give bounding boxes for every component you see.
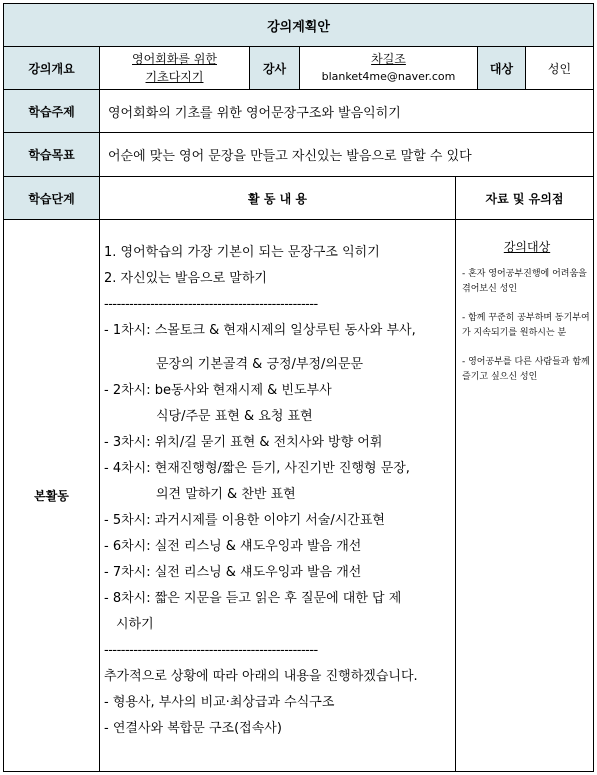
session-item-continued: 식당/주문 표현 & 요청 표현 xyxy=(156,409,313,424)
extra-item: - 연결사와 복합문 구조(접속사) xyxy=(104,721,282,736)
separator-line: --------------------------------------------------- xyxy=(104,643,318,658)
notes-item: - 영어공부를 다른 사람들과 함께 즐기고 싶으신 성인 xyxy=(462,357,590,382)
session-item: - 2차시: be동사와 현재시제 & 빈도부사 xyxy=(104,383,332,398)
course-title-line1: 영어회화를 위한 xyxy=(132,52,217,66)
session-item: - 5차시: 과거시제를 이용한 이야기 서술/시간표현 xyxy=(104,513,385,528)
topic-label: 학습주제 xyxy=(4,90,99,132)
target-value: 성인 xyxy=(547,61,572,76)
goal-value: 어순에 맞는 영어 문장을 만들고 자신있는 발음으로 말할 수 있다 xyxy=(108,149,472,164)
goal-item: 2. 자신있는 발음으로 말하기 xyxy=(104,271,267,286)
notes-item: - 함께 꾸준히 공부하며 동기부여가 지속되기를 원하시는 분 xyxy=(462,313,590,338)
instructor-name: 차길조 xyxy=(371,52,406,66)
notes-content xyxy=(462,240,592,385)
separator-line: --------------------------------------------------- xyxy=(104,297,318,312)
notes-item: - 혼자 영어공부진행에 어려움을 겪어보신 성인 xyxy=(462,269,587,294)
notes-header: 자료 및 유의점 xyxy=(485,191,564,206)
course-title-line2: 기초다지기 xyxy=(145,70,204,84)
activity-content xyxy=(104,240,456,742)
session-item-continued: 문장의 기본골격 & 긍정/부정/의문문 xyxy=(156,357,364,372)
session-item: - 4차시: 현재진행형/짧은 듣기, 사진기반 진행형 문장, xyxy=(104,461,410,476)
overview-label: 강의개요 xyxy=(4,47,99,89)
instructor-email: blanket4me@naver.com xyxy=(321,70,456,83)
stage-header: 학습단계 xyxy=(4,177,99,219)
session-item: - 8차시: 짧은 지문을 듣고 읽은 후 질문에 대한 답 제 xyxy=(104,591,402,606)
session-item-continued: 시하기 xyxy=(116,617,154,632)
notes-heading: 강의대상 xyxy=(503,240,551,254)
session-item: - 3차시: 위치/길 묻기 표현 & 전치사와 방향 어휘 xyxy=(104,435,383,450)
goal-item: 1. 영어학습의 가장 기본이 되는 문장구조 익히기 xyxy=(104,245,380,260)
lesson-plan-table xyxy=(3,3,594,772)
instructor-label: 강사 xyxy=(250,47,299,89)
activity-header: 활 동 내 용 xyxy=(248,191,307,206)
target-label: 대상 xyxy=(478,47,525,89)
session-item: - 6차시: 실전 리스닝 & 섀도우잉과 발음 개선 xyxy=(104,539,362,554)
session-item: - 7차시: 실전 리스닝 & 섀도우잉과 발음 개선 xyxy=(104,565,362,580)
instructor-info xyxy=(300,47,477,89)
extra-item: - 형용사, 부사의 비교·최상급과 수식구조 xyxy=(104,695,335,710)
session-item-continued: 의견 말하기 & 찬반 표현 xyxy=(156,487,296,502)
main-activity-label: 본활동 xyxy=(34,489,69,503)
course-title xyxy=(100,47,249,89)
goal-label: 학습목표 xyxy=(4,133,99,176)
topic-value: 영어회화의 기초를 위한 영어문장구조와 발음익히기 xyxy=(108,105,401,121)
extra-intro: 추가적으로 상황에 따라 아래의 내용을 진행하겠습니다. xyxy=(104,669,418,684)
page-title: 강의계획안 xyxy=(4,4,593,46)
session-item: - 1차시: 스몰토크 & 현재시제의 일상루틴 동사와 부사, xyxy=(104,323,416,338)
